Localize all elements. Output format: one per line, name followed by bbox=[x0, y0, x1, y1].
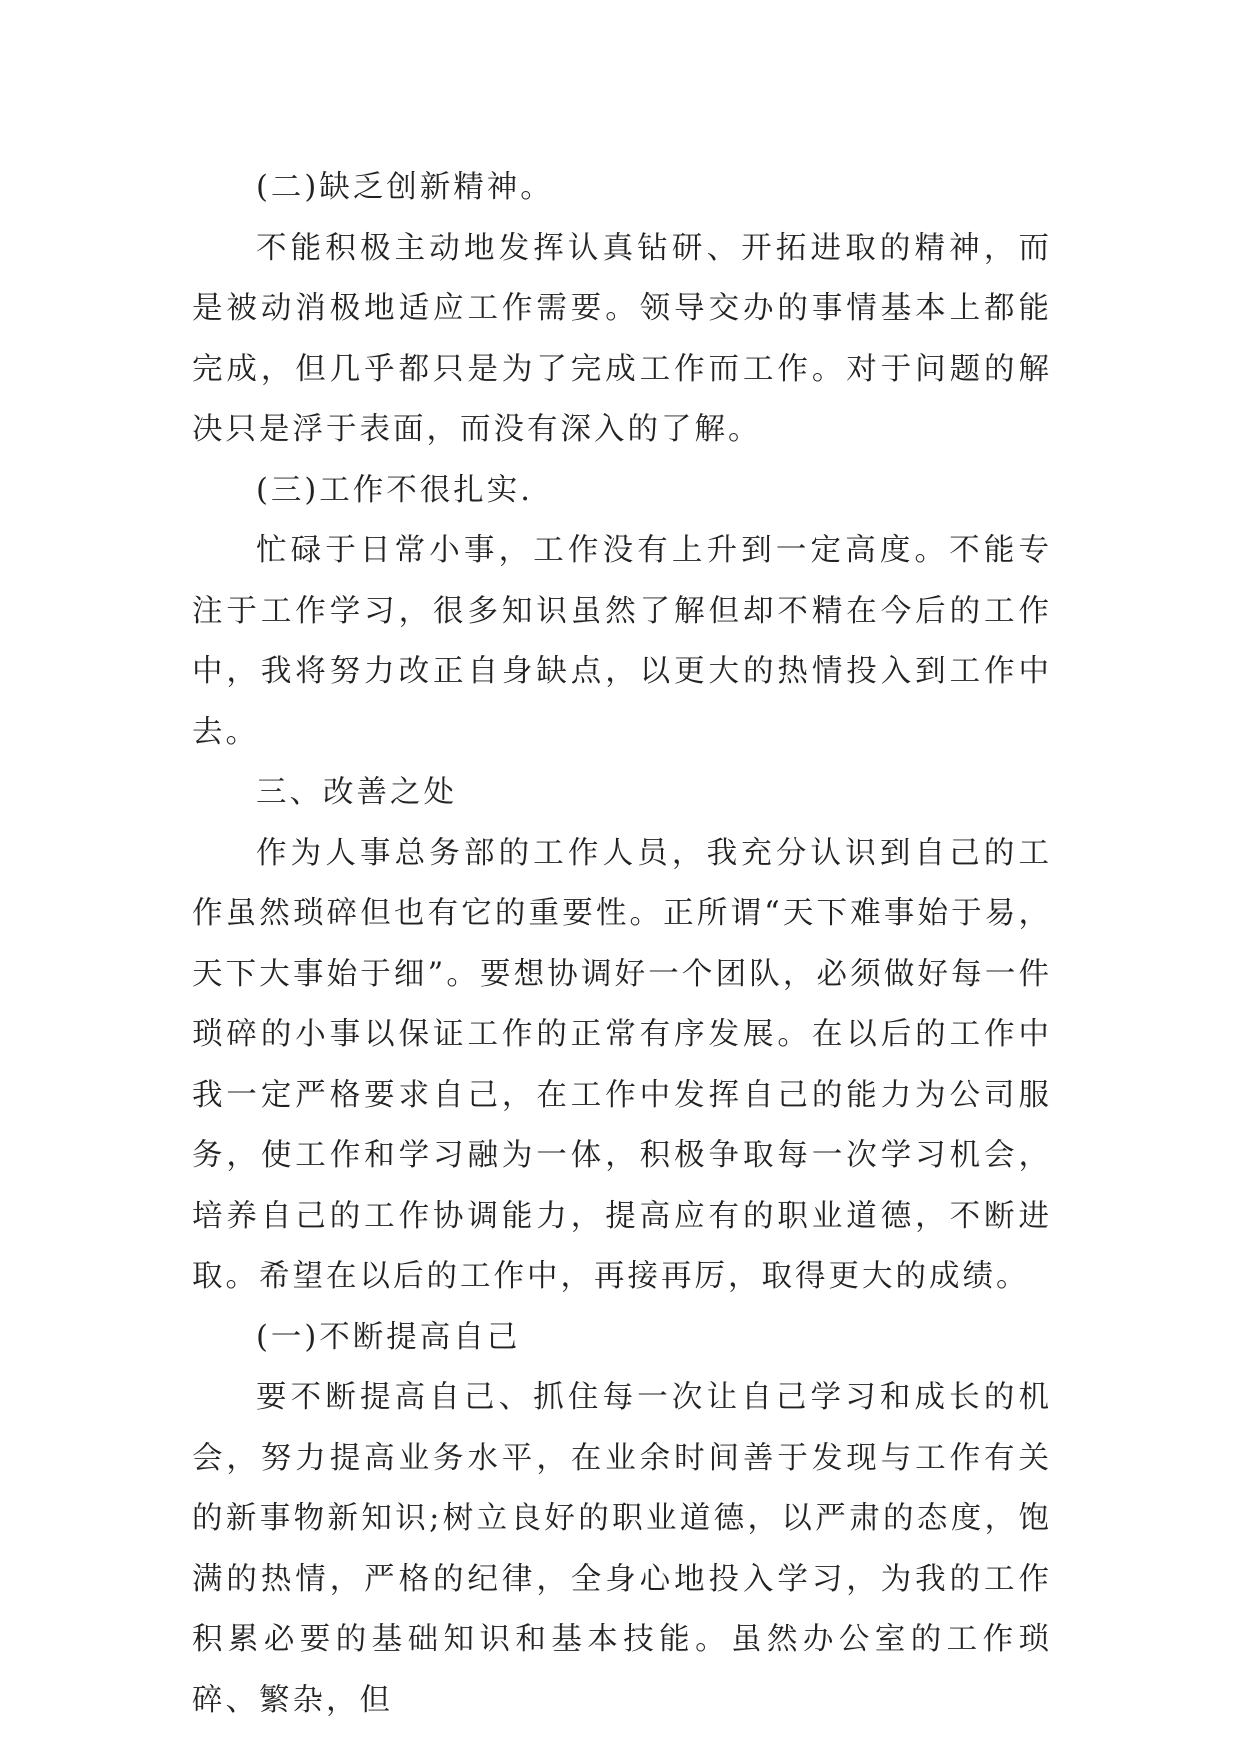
paragraph-lack-of-innovation: 不能积极主动地发挥认真钻研、开拓进取的精神，而是被动消极地适应工作需要。领导交办的事情基本上都能完成，但几乎都只是为了完成工作而工作。对于问题的解决只是浮于表面，而没有深入的了解。 bbox=[192, 230, 1052, 447]
document-body bbox=[192, 158, 1052, 1731]
section-heading-self-improvement: (一)不断提高自己 bbox=[256, 1319, 521, 1355]
paragraph-improvements: 作为人事总务部的工作人员，我充分认识到自己的工作虽然琐碎但也有它的重要性。正所谓“天下难事始于易，天下大事始于细”。要想协调好一个团队，必须做好每一件琐碎的小事以保证工作的正常有序发展。在以后的工作中我一定严格要求自己，在工作中发挥自己的能力为公司服务，使工作和学习融为一体，积极争取每一次学习机会，培养自己的工作协调能力，提高应有的职业道德，不断进取。希望在以后的工作中，再接再厉，取得更大的成绩。 bbox=[192, 835, 1052, 1294]
paragraph-self-improvement: 要不断提高自己、抓住每一次让自己学习和成长的机会，努力提高业务水平，在业余时间善于发现与工作有关的新事物新知识;树立良好的职业道德，以严肃的态度，饱满的热情，严格的纪律，全身心地投入学习，为我的工作积累必要的基础知识和基本技能。虽然办公室的工作琐碎、繁杂，但 bbox=[192, 1380, 1052, 1718]
section-heading-improvements: 三、改善之处 bbox=[256, 775, 457, 810]
section-heading-lack-of-innovation: (二)缺乏创新精神。 bbox=[256, 170, 554, 205]
section-heading-work-not-solid: (三)工作不很扎实. bbox=[256, 472, 533, 508]
paragraph-work-not-solid: 忙碌于日常小事，工作没有上升到一定高度。不能专注于工作学习，很多知识虽然了解但却不精在今后的工作中，我将努力改正自身缺点，以更大的热情投入到工作中去。 bbox=[192, 533, 1052, 750]
